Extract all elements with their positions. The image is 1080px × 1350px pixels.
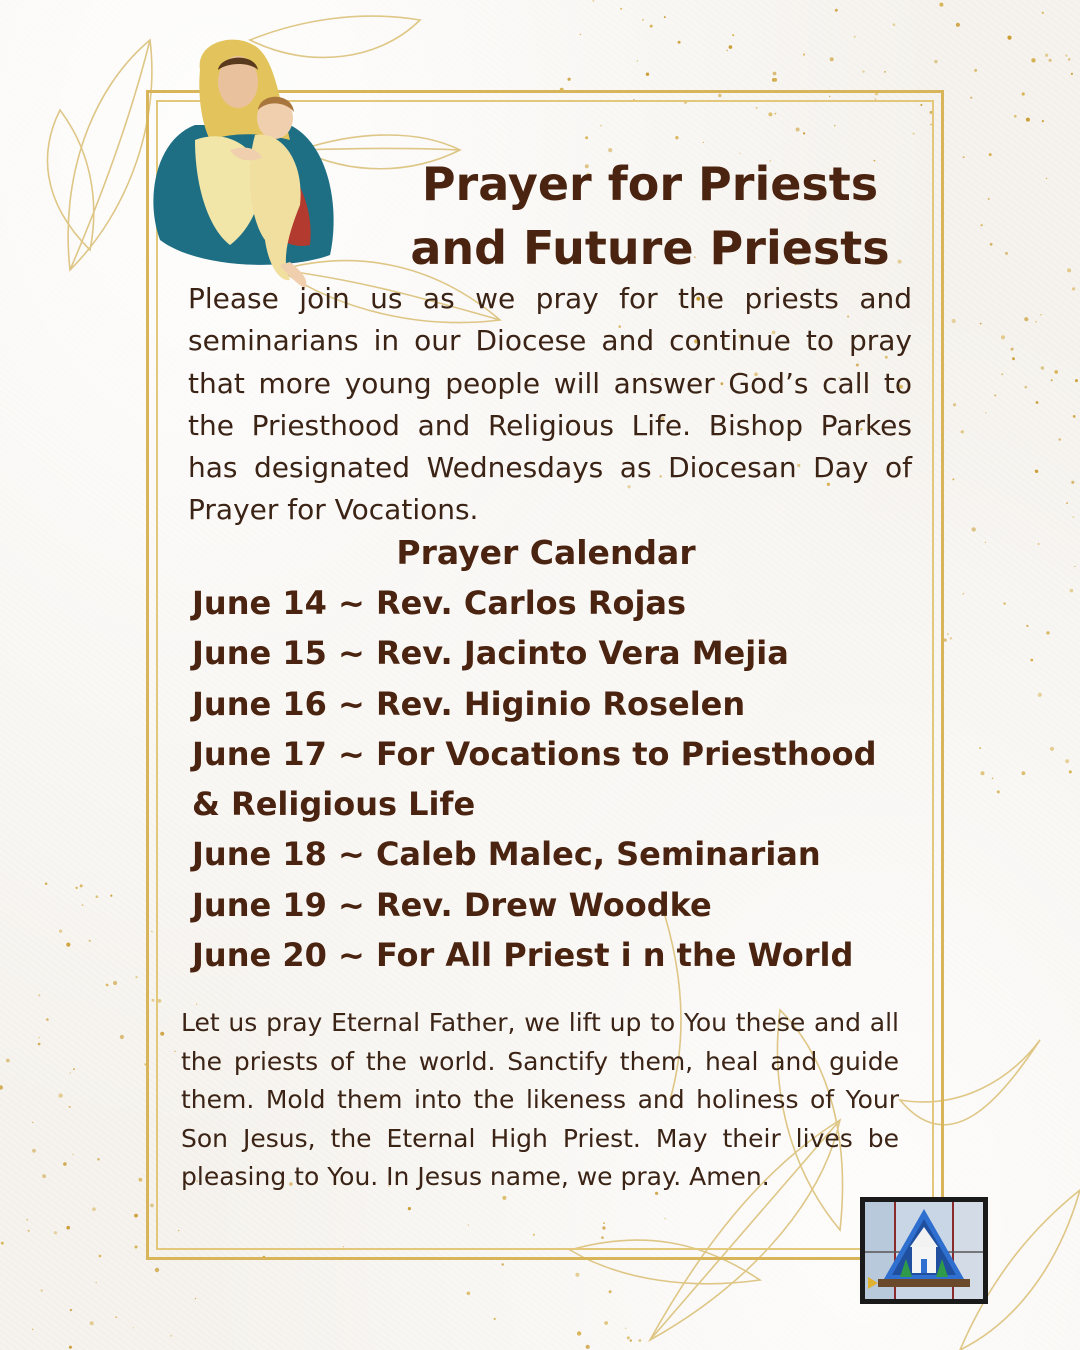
gold-sparkle [620,8,622,10]
gold-sparkle [1040,314,1042,316]
gold-sparkle [988,198,990,200]
gold-sparkle [939,3,943,7]
gold-sparkle [70,1072,71,1073]
gold-sparkle [72,1154,73,1155]
gold-sparkle [953,403,956,406]
gold-sparkle [961,430,964,433]
gold-sparkle [1070,589,1074,593]
gold-sparkle [155,1268,159,1272]
gold-sparkle [979,747,981,749]
calendar-entry: June 20 ~ For All Priest i n the World [192,936,854,975]
gold-sparkle [980,323,982,325]
gold-sparkle [972,527,976,531]
calendar-entry: June 15 ~ Rev. Jacinto Vera Mejia [192,634,789,673]
gold-sparkle [637,60,638,61]
gold-sparkle [66,1226,70,1230]
gold-sparkle [69,1346,72,1349]
gold-sparkle [1035,470,1038,473]
gold-sparkle [650,25,653,28]
gold-sparkle [92,1207,96,1211]
gold-sparkle [70,1309,72,1311]
gold-sparkle [1014,115,1017,118]
gold-sparkle [646,73,649,76]
gold-sparkle [1045,54,1048,57]
gold-sparkle [38,994,40,996]
gold-sparkle [1038,693,1042,697]
gold-sparkle [609,1290,612,1293]
gold-sparkle [1011,348,1014,351]
gold-sparkle [952,319,956,323]
gold-sparkle [75,887,77,889]
gold-sparkle [1075,379,1078,382]
gold-sparkle [627,1336,630,1339]
gold-sparkle [575,1273,579,1277]
calendar-entry: June 18 ~ Caleb Malec, Seminarian [192,835,821,874]
intro-paragraph: Please join us as we pray for the priests and seminarians in our Diocese and continue to pray that more young people will answer God’s call to the Priesthood and Religious Life. Bishop Parkes has designated Wednesdays as Diocesan Day of Prayer for Vocations. [188,282,912,527]
gold-sparkle [135,1246,138,1249]
calendar-entry: June 14 ~ Rev. Carlos Rojas [192,584,687,622]
gold-sparkle [1022,92,1025,95]
gold-sparkle [1049,59,1052,62]
gold-sparkle [135,976,137,978]
gold-sparkle [577,1331,581,1335]
gold-sparkle [1065,759,1069,763]
gold-sparkle [729,45,733,49]
gold-sparkle [1071,481,1074,484]
gold-sparkle [1066,502,1068,504]
gold-sparkle [467,1292,471,1296]
gold-sparkle [113,981,117,985]
gold-sparkle [1067,268,1071,272]
gold-sparkle [1024,317,1028,321]
gold-sparkle [1069,770,1072,773]
gold-sparkle [1007,36,1011,40]
gold-sparkle [1046,178,1047,179]
gold-sparkle [947,633,949,635]
gold-sparkle [568,78,571,81]
gold-sparkle [28,1230,30,1232]
gold-sparkle [732,34,734,36]
gold-sparkle [862,71,864,73]
gold-sparkle [1005,252,1008,255]
gold-sparkle [962,593,964,595]
gold-sparkle [96,895,99,898]
gold-sparkle [893,23,896,26]
gold-sparkle [994,394,996,396]
gold-sparkle [997,790,1000,793]
gold-sparkle [1022,771,1026,775]
gold-sparkle [1041,366,1044,369]
gold-sparkle [625,1328,627,1330]
gold-sparkle [1,1242,4,1245]
gold-sparkle [73,1068,75,1070]
gold-sparkle [835,9,838,12]
gold-sparkle [642,19,644,21]
gold-sparkle [38,1037,40,1039]
gold-sparkle [32,1149,36,1153]
gold-sparkle [639,1339,642,1342]
gold-sparkle [1059,438,1061,440]
gold-sparkle [1072,287,1075,290]
gold-sparkle [26,1219,28,1221]
gold-sparkle [32,1122,33,1123]
gold-sparkle [854,36,856,38]
gold-sparkle [41,1289,43,1291]
gold-sparkle [1046,631,1049,634]
gold-sparkle [604,1321,608,1325]
gold-sparkle [1026,625,1028,627]
gold-sparkle [96,1282,97,1283]
gold-sparkle [803,53,805,55]
gold-sparkle [950,637,953,640]
gold-sparkle [1030,659,1033,662]
prayer-calendar-list [192,578,892,980]
gold-sparkle [1073,516,1075,518]
gold-sparkle [981,224,983,226]
gold-sparkle [1026,118,1030,122]
gold-sparkle [1038,543,1040,545]
gold-sparkle [6,1059,10,1063]
gold-sparkle [1051,379,1053,381]
gold-sparkle [170,1335,172,1337]
gold-sparkle [42,1174,46,1178]
closing-prayer: Let us pray Eternal Father, we lift up to You these and all the priests of the world. Sanctify them, heal and guide them. Mold them into the likeness and holiness of Your Son Jesus, the Eternal High Priest. May their lives be pleasing to You. In Jesus name, we pray. Amen. [181,1008,899,1192]
gold-sparkle [1068,58,1071,61]
gold-sparkle [54,1231,57,1234]
gold-sparkle [1042,120,1044,122]
gold-sparkle [115,1316,117,1318]
prayer-calendar-heading: Prayer Calendar [396,533,696,572]
gold-sparkle [1050,747,1054,751]
gold-sparkle [1035,321,1037,323]
gold-sparkle [1031,58,1035,62]
gold-sparkle [45,882,48,885]
gold-sparkle [38,1043,41,1046]
gold-sparkle [139,1178,143,1182]
gold-sparkle [46,1018,49,1021]
gold-sparkle [592,0,594,2]
gold-sparkle [63,1162,67,1166]
stained-glass-church-logo [860,1197,988,1304]
gold-sparkle [586,1345,590,1349]
gold-sparkle [195,1298,196,1299]
gold-sparkle [981,771,985,775]
gold-sparkle [494,1318,496,1320]
calendar-entry: June 19 ~ Rev. Drew Woodke [192,885,712,924]
gold-sparkle [133,1327,134,1328]
gold-sparkle [985,412,986,413]
gold-sparkle [963,156,965,158]
calendar-entry: June 16 ~ Rev. Higinio Roselen [192,684,746,723]
gold-sparkle [1073,415,1076,418]
gold-sparkle [830,57,834,61]
gold-sparkle [989,153,992,156]
gold-sparkle [884,71,886,73]
gold-sparkle [80,884,83,887]
madonna-and-child-illustration [140,30,350,295]
poster-title: Prayer for Priests and Future Priests [410,157,890,275]
gold-sparkle [1001,373,1003,375]
gold-sparkle [32,1329,34,1331]
gold-sparkle [990,243,993,246]
gold-sparkle [99,1255,102,1258]
gold-sparkle [90,1321,94,1325]
gold-sparkle [952,478,954,480]
gold-sparkle [678,41,681,44]
gold-sparkle [69,1106,71,1108]
gold-sparkle [974,69,977,72]
gold-sparkle [1074,566,1075,567]
gold-sparkle [1003,602,1005,604]
gold-sparkle [110,895,112,897]
gold-sparkle [502,1263,504,1265]
gold-sparkle [1042,12,1044,14]
gold-sparkle [992,778,994,780]
gold-sparkle [970,97,972,99]
gold-sparkle [82,904,84,906]
gold-sparkle [120,1035,124,1039]
gold-sparkle [727,50,728,51]
gold-sparkle [773,78,777,82]
gold-sparkle [66,943,70,947]
calendar-entry: June 17 ~ For Vocations to Priesthood & Religious Life [192,734,877,824]
gold-sparkle [97,1158,100,1161]
gold-sparkle [1054,370,1058,374]
gold-sparkle [59,930,62,933]
gold-sparkle [1065,55,1067,57]
gold-sparkle [773,72,777,76]
gold-sparkle [580,34,581,35]
gold-sparkle [58,1093,62,1097]
gold-sparkle [985,542,986,543]
gold-sparkle [1001,335,1005,339]
gold-sparkle [106,984,109,987]
gold-sparkle [1036,401,1039,404]
gold-sparkle [1012,357,1015,360]
gold-sparkle [89,940,91,942]
gold-sparkle [0,1085,3,1089]
gold-sparkle [664,16,666,18]
gold-sparkle [934,60,937,63]
gold-sparkle [1025,386,1028,389]
gold-sparkle [1071,73,1073,75]
gold-sparkle [630,1339,632,1341]
gold-sparkle [134,1214,138,1218]
gold-sparkle [956,23,960,27]
